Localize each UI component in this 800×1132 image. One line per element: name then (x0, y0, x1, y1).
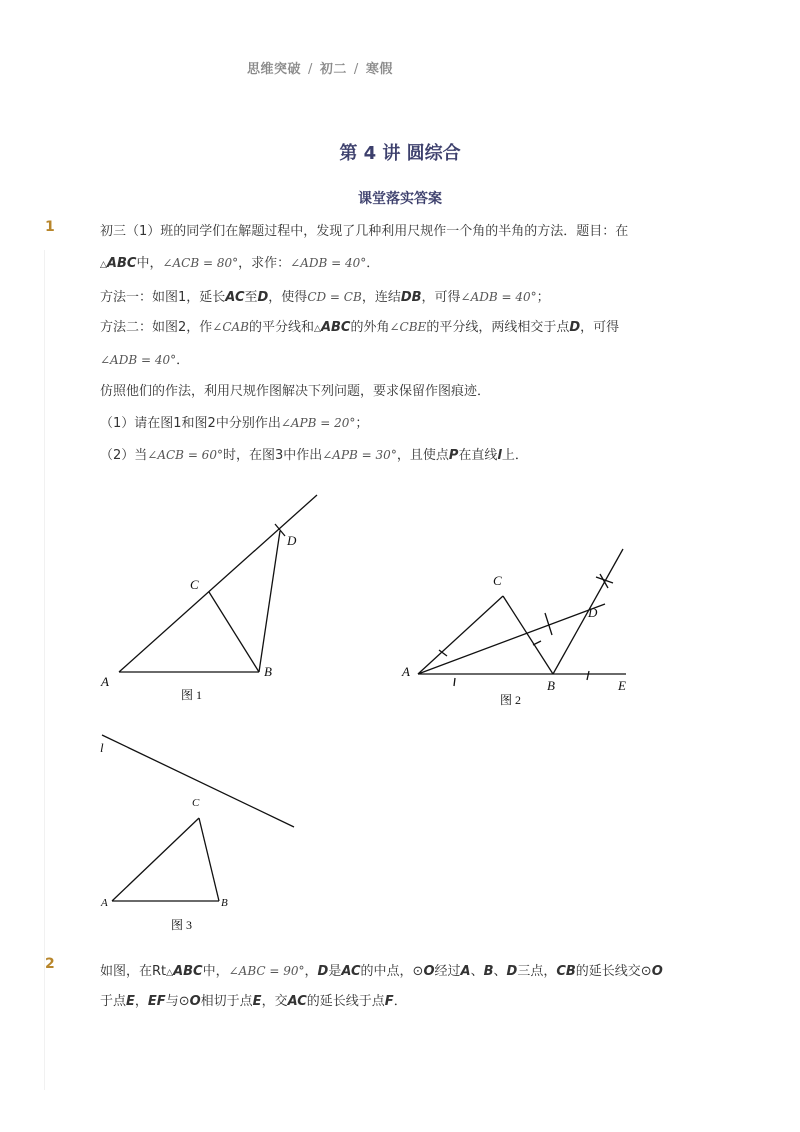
math-expr: ∠CAB (212, 320, 250, 334)
text: 相切于点 (200, 994, 253, 1009)
math-expr: ∠CBE (389, 320, 427, 334)
math-expr: ∠ACB = 80° (162, 256, 239, 270)
bisector-ad (418, 604, 605, 674)
text: 于点 (100, 994, 127, 1009)
text: 的平分线和 (249, 320, 315, 335)
var: DB (400, 290, 422, 305)
text: 如图，在Rt (100, 964, 167, 979)
label-b: B (547, 678, 555, 693)
text: 的中点，⊙ (360, 964, 424, 979)
label-b: B (264, 664, 272, 679)
q2-line-1 (100, 960, 663, 979)
text: 三点， (517, 964, 557, 979)
breadcrumb-course: 思维突破 (247, 62, 302, 77)
math-expr: CD = CB (307, 290, 362, 304)
text: 时，在图3中作出 (222, 448, 323, 463)
text: ， (304, 964, 318, 979)
segment-ac (418, 596, 503, 674)
math-expr: ∠ADB = 40° (460, 290, 537, 304)
text: ， (134, 994, 148, 1009)
text: 、 (493, 964, 507, 979)
figure-1 (119, 495, 317, 672)
text: ． (366, 256, 380, 271)
var: F (384, 994, 394, 1009)
text: （2）当 (100, 448, 148, 463)
var: ABC (320, 320, 351, 335)
line-ad-extended (119, 495, 317, 672)
var: P (448, 448, 459, 463)
text: ． (176, 353, 190, 368)
text: 方法二：如图2，作 (100, 320, 213, 335)
var: D (569, 320, 581, 335)
var: E (126, 994, 135, 1009)
label-d: D (287, 533, 297, 548)
var: O (423, 964, 435, 979)
var: O (189, 994, 201, 1009)
q2-line-2 (100, 990, 407, 1009)
tick-mark (454, 678, 455, 686)
page-title: 第 4 讲 圆综合 (339, 143, 461, 164)
math-expr: ∠APB = 30° (322, 448, 397, 462)
question-number-2: 2 (45, 956, 55, 972)
var: ABC (173, 964, 203, 979)
var: CB (556, 964, 576, 979)
segment-bd (259, 531, 280, 672)
text: 的平分线，两线相交于点 (426, 320, 570, 335)
figure-3-caption: 图 3 (171, 918, 193, 932)
text: ； (355, 416, 369, 431)
breadcrumb-term: 寒假 (365, 62, 393, 77)
text: 的延长线交⊙ (575, 964, 652, 979)
text: 、 (470, 964, 484, 979)
label-a: A (101, 897, 108, 909)
var: l (497, 448, 502, 463)
text: 中， (202, 964, 229, 979)
text: ，连结 (361, 290, 401, 305)
label-c: C (190, 577, 199, 592)
math-expr: ∠ADB = 40° (290, 256, 367, 270)
label-d: D (588, 605, 598, 620)
math-expr: ∠ADB = 40° (100, 353, 177, 367)
text: 在直线 (458, 448, 498, 463)
var: AC (225, 290, 245, 305)
label-e: E (618, 678, 626, 693)
breadcrumb-separator: / (308, 62, 313, 77)
text: 上． (501, 448, 528, 463)
text: ，可得 (580, 320, 620, 335)
tick-mark (587, 671, 589, 680)
triangle-symbol: △ (100, 260, 107, 270)
var: B (483, 964, 494, 979)
label-c: C (493, 573, 502, 588)
var: D (506, 964, 518, 979)
text: 中， (136, 256, 163, 271)
breadcrumb-separator: / (353, 62, 359, 77)
text: ，求作： (238, 256, 291, 271)
text: ； (536, 290, 550, 305)
text: 经过 (434, 964, 461, 979)
label-a: A (402, 664, 410, 679)
text: ，可得 (421, 290, 461, 305)
text: ，使得 (268, 290, 308, 305)
math-expr: ∠APB = 20° (280, 416, 356, 430)
text: 方法一：如图1，延长 (100, 290, 226, 305)
var: AC (287, 994, 307, 1009)
label-l: l (100, 740, 104, 755)
segment-ac (112, 818, 199, 901)
line-l (102, 735, 294, 827)
figure-1-caption: 图 1 (181, 688, 203, 702)
section-subtitle: 课堂落实答案 (358, 191, 442, 207)
q1-line-6: 仿照他们的作法，利用尺规作图解决下列问题，要求保留作图痕迹． (100, 384, 491, 399)
var: D (257, 290, 269, 305)
segment-cb (209, 592, 259, 672)
figure-3 (102, 735, 294, 901)
var: D (317, 964, 329, 979)
text: 是 (328, 964, 342, 979)
figure-2-caption: 图 2 (500, 693, 522, 707)
label-b: B (221, 897, 228, 909)
var: O (651, 964, 663, 979)
math-expr: ∠ACB = 60° (147, 448, 223, 462)
triangle-symbol: △ (314, 324, 321, 334)
text: 的延长线于点 (306, 994, 385, 1009)
text: 至 (244, 290, 258, 305)
text: ，且使点 (396, 448, 449, 463)
text: ． (393, 994, 407, 1009)
tick-mark (533, 641, 541, 645)
breadcrumb-grade: 初二 (319, 62, 347, 77)
var: E (252, 994, 262, 1009)
segment-cb (503, 596, 553, 674)
triangle-symbol: △ (166, 968, 174, 978)
text: 与⊙ (165, 994, 190, 1009)
segment-cb (199, 818, 219, 901)
question-number-1: 1 (45, 219, 55, 235)
var-abc: ABC (106, 256, 137, 271)
text: 的外角 (350, 320, 390, 335)
var: EF (147, 994, 166, 1009)
math-expr: ∠ABC = 90° (228, 964, 305, 978)
text: ，交 (261, 994, 288, 1009)
label-c: C (192, 797, 200, 809)
text: （1）请在图1和图2中分别作出 (100, 416, 281, 431)
q1-line-1: 初三（1）班的同学们在解题过程中，发现了几种利用尺规作一个角的半角的方法．题目：在 (100, 224, 629, 239)
label-a: A (101, 674, 109, 689)
var: A (460, 964, 471, 979)
var: AC (341, 964, 361, 979)
